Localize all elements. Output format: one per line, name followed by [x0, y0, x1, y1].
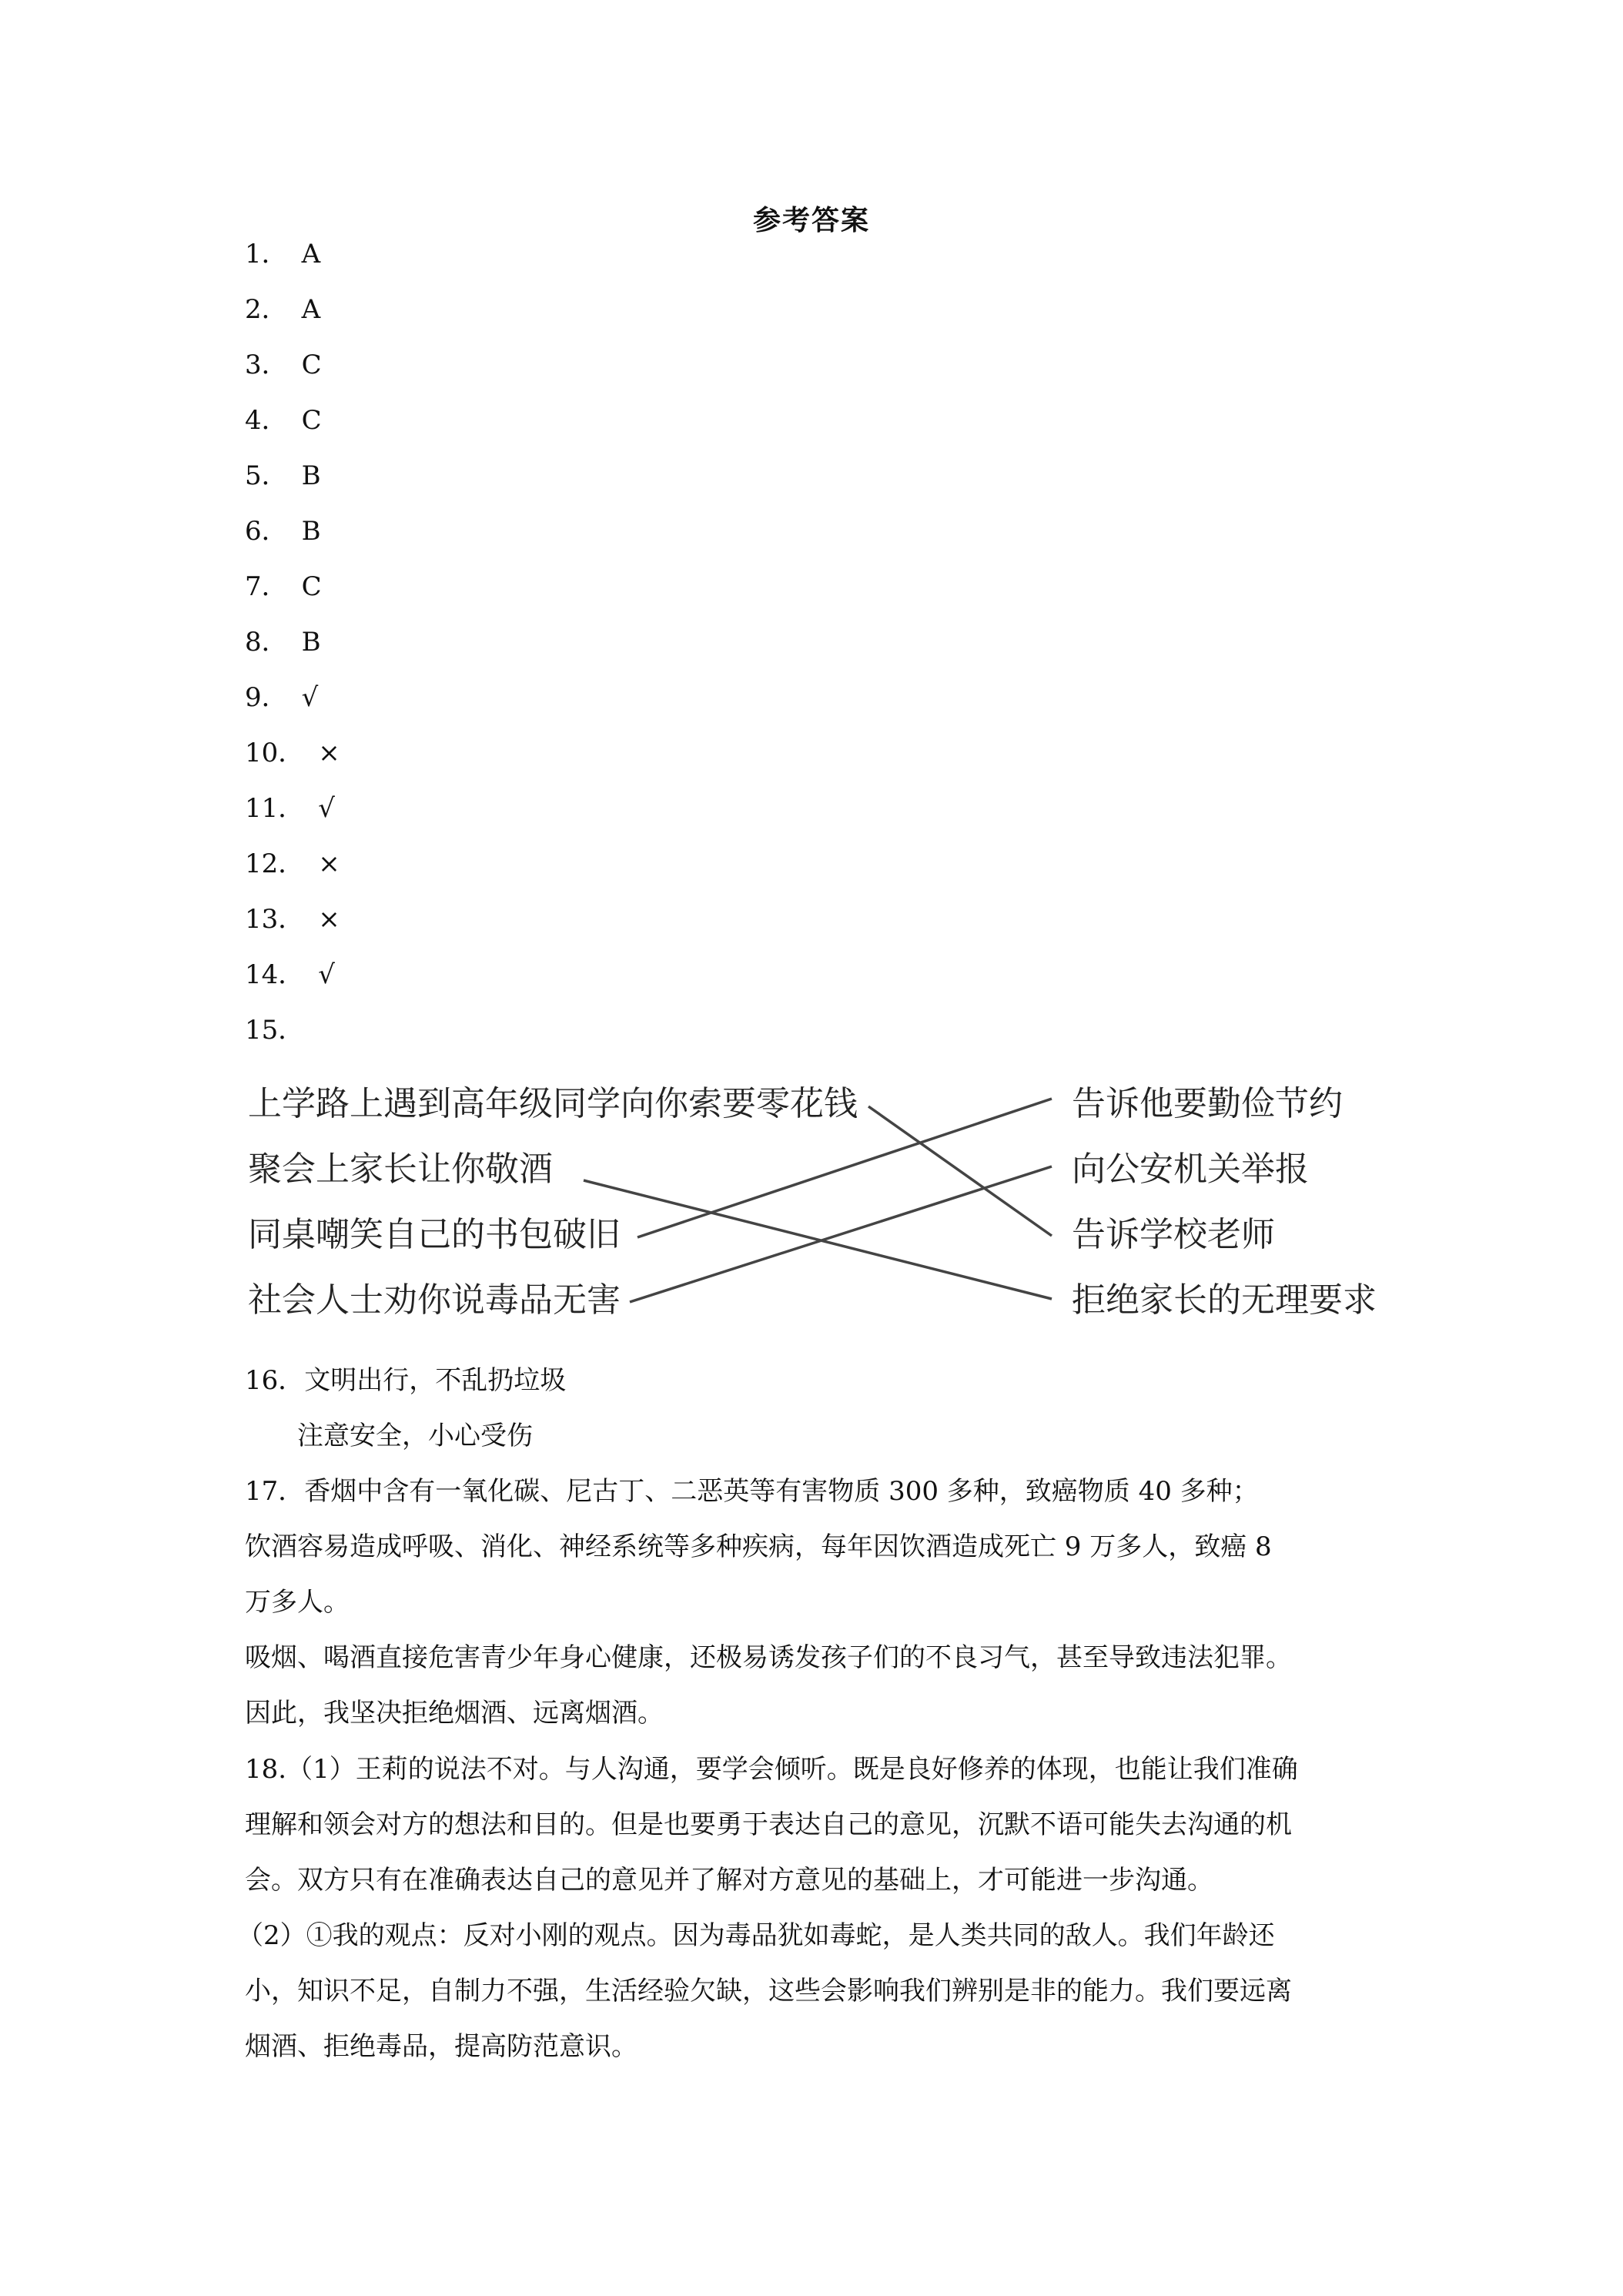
- match-left-item: 社会人士劝你说毒品无害: [248, 1280, 621, 1320]
- answer-value: ×: [318, 848, 340, 879]
- answer-item: [245, 1011, 340, 1066]
- answer-number: 1．: [245, 239, 288, 269]
- answer-item: [245, 567, 340, 623]
- answer-item: [245, 734, 340, 789]
- answer-value: ×: [318, 738, 340, 768]
- answer-number: 6．: [245, 516, 288, 547]
- answer-number: 11．: [245, 793, 305, 824]
- answer-number: 5．: [245, 460, 288, 491]
- answer-item: [245, 678, 340, 734]
- answer-18-line: 烟酒、拒绝毒品，提高防范意识。: [245, 2031, 637, 2062]
- answer-value: ×: [318, 904, 340, 935]
- answer-value: B: [301, 460, 321, 491]
- match-right-item: 告诉他要勤俭节约: [1072, 1084, 1343, 1123]
- match-left-item: 聚会上家长让你敬酒: [248, 1150, 553, 1189]
- answer-number: 2．: [245, 294, 288, 325]
- answer-number: 15．: [245, 1015, 305, 1046]
- answer-item: [245, 623, 340, 678]
- answer-number: 8．: [245, 627, 288, 658]
- page-title: 参考答案: [752, 204, 870, 236]
- answer-number: 9．: [245, 682, 288, 713]
- answer-18-line: （2）①我的观点：反对小刚的观点。因为毒品犹如毒蛇，是人类共同的敌人。我们年龄还: [237, 1920, 1275, 1951]
- match-right-item: 告诉学校老师: [1072, 1215, 1275, 1254]
- answer-17-line: 17．香烟中含有一氧化碳、尼古丁、二恶英等有害物质 300 多种，致癌物质 40 多种；: [245, 1476, 1259, 1507]
- answer-item: [245, 401, 340, 457]
- answer-value: B: [301, 516, 321, 547]
- answer-item: [245, 512, 340, 567]
- answer-value: √: [318, 793, 335, 824]
- answer-18-line: 会。双方只有在准确表达自己的意见并了解对方意见的基础上，才可能进一步沟通。: [245, 1865, 1213, 1896]
- answer-number: 14．: [245, 959, 305, 990]
- answer-16-line: 16．文明出行，不乱扔垃圾: [245, 1365, 567, 1396]
- answer-value: B: [301, 627, 321, 658]
- answer-18-line: 理解和领会对方的想法和目的。但是也要勇于表达自己的意见，沉默不语可能失去沟通的机: [245, 1809, 1292, 1840]
- answer-17-line: 饮酒容易造成呼吸、消化、神经系统等多种疾病，每年因饮酒造成死亡 9 万多人，致癌 8: [245, 1531, 1272, 1562]
- match-connector-line: [584, 1180, 1052, 1299]
- answer-value: C: [301, 405, 322, 436]
- answer-item: [245, 900, 340, 956]
- answer-value: C: [301, 571, 322, 602]
- answer-item: [245, 346, 340, 401]
- answer-18: [237, 1750, 1392, 2083]
- answer-17: [245, 1472, 1392, 1749]
- answer-17-line: 万多人。: [245, 1587, 350, 1618]
- answer-value: C: [301, 350, 322, 380]
- match-right-item: 向公安机关举报: [1072, 1150, 1309, 1189]
- answer-list: [245, 235, 340, 1066]
- answer-item: [245, 235, 340, 290]
- answer-16: [245, 1361, 1392, 1455]
- answer-item: [245, 290, 340, 346]
- answer-number: 4．: [245, 405, 288, 436]
- answer-16-line: 注意安全，小心受伤: [297, 1421, 533, 1451]
- answer-value: √: [318, 959, 335, 990]
- answer-value: A: [301, 239, 321, 269]
- answer-number: 7．: [245, 571, 288, 602]
- answer-17-line: 因此，我坚决拒绝烟酒、远离烟酒。: [245, 1698, 664, 1729]
- answer-item: [245, 789, 340, 845]
- answer-item: [245, 457, 340, 512]
- answer-number: 10．: [245, 738, 305, 768]
- answer-17-line: 吸烟、喝酒直接危害青少年身心健康，还极易诱发孩子们的不良习气，甚至导致违法犯罪。: [245, 1642, 1292, 1673]
- answer-item: [245, 956, 340, 1011]
- answer-number: 13．: [245, 904, 305, 935]
- match-left-item: 同桌嘲笑自己的书包破旧: [248, 1215, 621, 1254]
- answer-value: A: [301, 294, 321, 325]
- answer-value: √: [301, 682, 319, 713]
- answer-number: 12．: [245, 848, 305, 879]
- answer-number: 3．: [245, 350, 288, 380]
- answer-18-line: 18.（1）王莉的说法不对。与人沟通，要学会倾听。既是良好修养的体现，也能让我们准确: [245, 1754, 1298, 1785]
- matching-diagram: [239, 1066, 1394, 1328]
- answer-18-line: 小，知识不足，自制力不强，生活经验欠缺，这些会影响我们辨别是非的能力。我们要远离: [245, 1976, 1292, 2006]
- answer-item: [245, 845, 340, 900]
- match-right-item: 拒绝家长的无理要求: [1072, 1280, 1377, 1320]
- match-left-item: 上学路上遇到高年级同学向你索要零花钱: [248, 1084, 858, 1123]
